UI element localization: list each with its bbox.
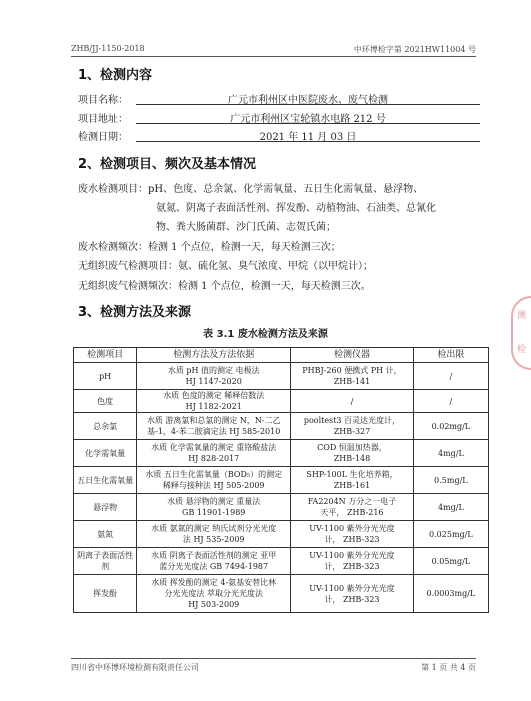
cell-method xyxy=(137,440,291,467)
method-line: 水质 游离氯和总氯的测定 N，N-二乙 xyxy=(146,416,281,425)
table-row xyxy=(74,521,489,548)
table-caption: 表 3.1 废水检测方法及来源 xyxy=(203,329,328,340)
table-row xyxy=(74,363,489,390)
table-header-row xyxy=(74,348,489,363)
instrument-line: 计， ZHB-323 xyxy=(324,562,380,571)
cell-item xyxy=(74,575,137,613)
method-line: HJ 1182-2021 xyxy=(185,402,242,411)
test-date-value: 2021 年 11 月 03 日 xyxy=(136,128,480,142)
limit-text: / xyxy=(449,371,453,381)
cell-method xyxy=(137,521,291,548)
item-text: 五日生化需氧量 xyxy=(77,475,134,485)
instrument-line: pooltest3 百灵达光度计， xyxy=(303,416,401,425)
method-line: 蓝分光光度法 GB 7494-1987 xyxy=(159,562,269,571)
table-row xyxy=(74,548,489,575)
seal-stamp: 测 检 xyxy=(511,296,531,370)
limit-text: 0.025mg/L xyxy=(429,529,473,539)
doc-id: ZHB/JJ-1150-2018 xyxy=(71,44,145,53)
method-line: 水质 悬浮物的测定 重量法 xyxy=(167,497,261,506)
item-text: 氨氮 xyxy=(97,529,114,539)
item-text: 挥发酚 xyxy=(93,589,118,598)
project-address-label: 项目地址： xyxy=(78,114,128,125)
method-line: HJ 1147-2020 xyxy=(185,377,242,386)
item-text: pH xyxy=(99,371,112,381)
instrument-line: ZHB-148 xyxy=(333,454,371,463)
table-row xyxy=(74,390,489,413)
cell-limit xyxy=(413,521,488,548)
method-line: 分光光度法 萃取分光光度法 xyxy=(164,589,263,598)
cell-limit xyxy=(413,390,488,413)
cell-instrument xyxy=(291,575,414,613)
instrument-line: UV-1100 紫外分光光度 xyxy=(309,524,395,533)
method-line: 法 HJ 535-2009 xyxy=(182,535,245,544)
table-row xyxy=(74,494,489,521)
limit-text: / xyxy=(449,396,453,406)
instrument-line: / xyxy=(350,396,354,406)
cell-limit xyxy=(413,494,488,521)
cell-item xyxy=(74,440,137,467)
instrument-line: ZHB-327 xyxy=(333,427,371,436)
cell-instrument xyxy=(291,521,414,548)
cell-instrument xyxy=(291,390,414,413)
cell-method xyxy=(137,494,291,521)
limit-text: 0.05mg/L xyxy=(431,556,471,566)
instrument-line: 天平， ZHB-216 xyxy=(320,508,384,517)
cell-item xyxy=(74,467,137,494)
method-line: 基-1，4-苯二胺滴定法 HJ 585-2010 xyxy=(147,427,281,436)
cell-limit xyxy=(413,467,488,494)
section2-line: 物、粪大肠菌群、沙门氏菌、志贺氏菌； xyxy=(156,222,336,233)
col-header-method: 检测方法及方法依据 xyxy=(137,348,291,363)
item-text: 悬浮物 xyxy=(93,502,118,512)
project-name-value: 广元市利州区中医院废水、废气检测 xyxy=(136,91,480,105)
limit-text: 4mg/L xyxy=(437,502,464,512)
section1-title: 1、检测内容 xyxy=(78,68,153,83)
method-line: HJ 828-2017 xyxy=(188,454,240,463)
cell-limit xyxy=(413,413,488,440)
page-header xyxy=(71,44,476,56)
report-number: 中环博检字第 2021HW11004 号 xyxy=(353,45,476,54)
section3-title: 3、检测方法及来源 xyxy=(78,305,192,320)
limit-text: 0.0003mg/L xyxy=(426,589,476,598)
table-row xyxy=(74,467,489,494)
cell-item xyxy=(74,363,137,390)
cell-instrument xyxy=(291,467,414,494)
table-row xyxy=(74,413,489,440)
item-text: 阴离子表面活性剂 xyxy=(77,551,134,571)
table-row xyxy=(74,440,489,467)
item-text: 总余氯 xyxy=(93,421,118,431)
limit-text: 0.02mg/L xyxy=(431,421,471,431)
item-text: 色度 xyxy=(97,396,114,406)
cell-limit xyxy=(413,575,488,613)
cell-item xyxy=(74,548,137,575)
instrument-line: SHP-100L 生化培养箱， xyxy=(306,470,398,479)
instrument-line: ZHB-141 xyxy=(333,377,371,386)
cell-limit xyxy=(413,363,488,390)
section2-title: 2、检测项目、频次及基本情况 xyxy=(78,157,257,172)
methods-table xyxy=(73,347,489,613)
section2-line: 废水检测项目：pH、色度、总余氯、化学需氧量、五日生化需氧量、悬浮物、 xyxy=(78,184,424,195)
cell-item xyxy=(74,413,137,440)
table-row xyxy=(74,575,489,613)
limit-text: 4mg/L xyxy=(437,448,464,458)
instrument-line: UV-1100 紫外分光光度 xyxy=(309,583,395,593)
cell-item xyxy=(74,390,137,413)
project-name-label: 项目名称： xyxy=(78,95,128,106)
instrument-line: 计， ZHB-323 xyxy=(324,535,380,544)
method-line: 水质 挥发酚的测定 4-氨基安替比林 xyxy=(151,578,277,587)
method-line: 稀释与接种法 HJ 505-2009 xyxy=(162,481,265,490)
item-text: 化学需氧量 xyxy=(85,448,126,458)
footer-rule xyxy=(71,658,476,659)
method-line: 水质 五日生化需氧量（BOD₅）的测定 xyxy=(145,470,283,479)
cell-instrument xyxy=(291,494,414,521)
section2-line: 无组织废气检测频次：检测 1 个点位，检测一天，每天检测三次。 xyxy=(78,281,371,292)
cell-instrument xyxy=(291,413,414,440)
page-number: 第 1 页 共 4 页 xyxy=(421,663,476,672)
section2-line: 氨氮、阴离子表面活性剂、挥发酚、动植物油、石油类、总氰化 xyxy=(156,203,436,214)
cell-instrument xyxy=(291,548,414,575)
cell-method xyxy=(137,575,291,613)
cell-method xyxy=(137,413,291,440)
cell-item xyxy=(74,521,137,548)
limit-text: 0.5mg/L xyxy=(434,475,468,485)
method-line: HJ 503-2009 xyxy=(188,600,240,609)
col-header-instrument: 检测仪器 xyxy=(291,348,414,363)
method-line: 水质 pH 值的测定 电极法 xyxy=(167,366,260,375)
instrument-line: COD 恒温加热器， xyxy=(317,443,387,452)
method-line: 水质 氨氮的测定 纳氏试剂分光光度 xyxy=(151,524,277,533)
cell-method xyxy=(137,467,291,494)
instrument-line: 计， ZHB-323 xyxy=(324,594,380,604)
col-header-limit: 检出限 xyxy=(413,348,488,363)
cell-method xyxy=(137,390,291,413)
section2-line: 无组织废气检测项目：氨、硫化氢、臭气浓度、甲烷（以甲烷计）； xyxy=(78,261,373,272)
instrument-line: ZHB-161 xyxy=(333,481,371,490)
cell-method xyxy=(137,548,291,575)
method-line: GB 11901-1989 xyxy=(182,508,246,517)
company-name: 四川省中环博环境检测有限责任公司 xyxy=(71,663,199,672)
col-header-item: 检测项目 xyxy=(74,348,137,363)
method-line: 水质 阴离子表面活性剂的测定 亚甲 xyxy=(151,551,277,560)
test-date-label: 检测日期： xyxy=(78,132,128,143)
cell-instrument xyxy=(291,440,414,467)
project-address-value: 广元市利州区宝轮镇水电路 212 号 xyxy=(136,110,480,124)
instrument-line: PHBJ-260 便携式 PH 计， xyxy=(302,366,402,375)
method-line: 水质 化学需氧量的测定 重铬酸盐法 xyxy=(151,443,277,452)
instrument-line: UV-1100 紫外分光光度 xyxy=(309,551,395,560)
table-body xyxy=(74,363,489,613)
method-line: 水质 色度的测定 稀释倍数法 xyxy=(163,391,265,400)
cell-limit xyxy=(413,548,488,575)
cell-instrument xyxy=(291,363,414,390)
cell-limit xyxy=(413,440,488,467)
cell-item xyxy=(74,494,137,521)
instrument-line: FA2204N 万分之一电子 xyxy=(307,497,397,506)
cell-method xyxy=(137,363,291,390)
header-rule xyxy=(71,56,476,57)
section2-line: 废水检测频次：检测 1 个点位，检测一天，每天检测三次； xyxy=(78,242,341,253)
